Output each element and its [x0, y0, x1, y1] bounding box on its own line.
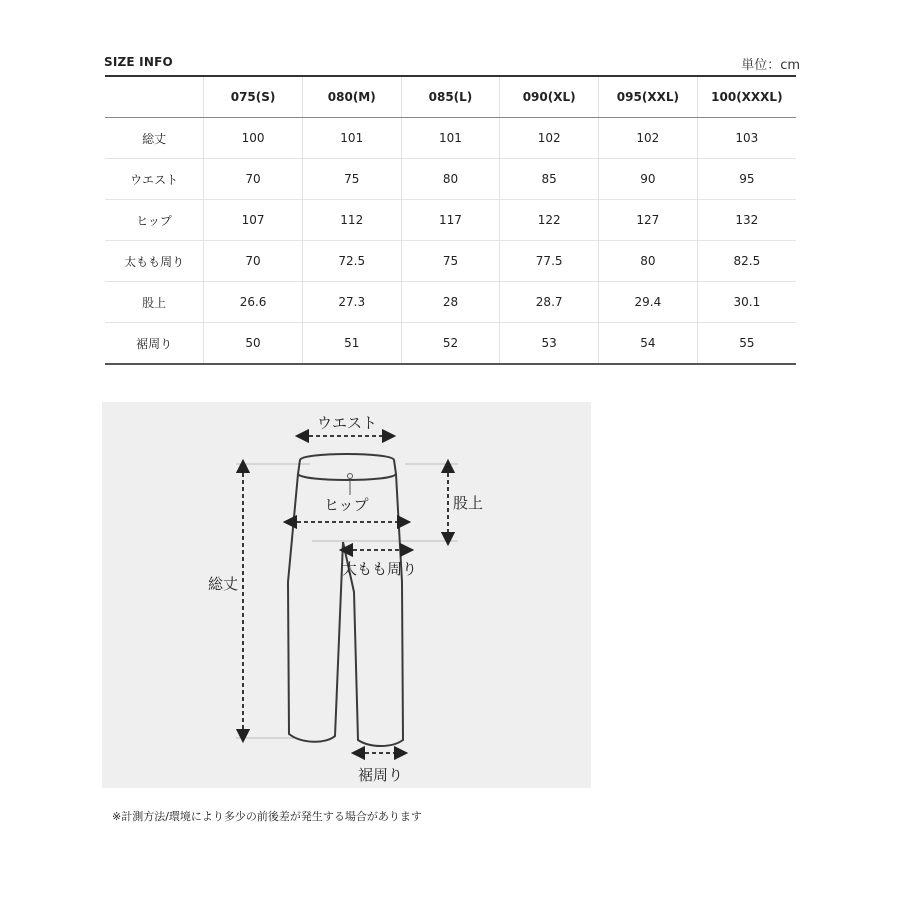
- table-cell: 29.4: [599, 282, 698, 323]
- row-label: 股上: [105, 282, 204, 323]
- rise-label: 股上: [453, 494, 484, 512]
- button-icon: [348, 474, 353, 479]
- table-cell: 51: [302, 323, 401, 365]
- table-cell: 28.7: [500, 282, 599, 323]
- table-cell: 75: [401, 241, 500, 282]
- table-row: [105, 159, 796, 200]
- footnote: ※計測方法/環境により多少の前後差が発生する場合があります: [112, 810, 422, 823]
- table-cell: 28: [401, 282, 500, 323]
- table-cell: 107: [204, 200, 303, 241]
- hip-label: ヒップ: [324, 496, 369, 514]
- table-cell: 50: [204, 323, 303, 365]
- column-header: 100(XXXL): [697, 76, 796, 118]
- table-cell: 26.6: [204, 282, 303, 323]
- row-label: 裾周り: [105, 323, 204, 365]
- table-cell: 112: [302, 200, 401, 241]
- table-cell: 54: [599, 323, 698, 365]
- table-cell: 100: [204, 118, 303, 159]
- table-row: [105, 241, 796, 282]
- dimension-arrows: [243, 436, 448, 753]
- table-cell: 95: [697, 159, 796, 200]
- column-header: 090(XL): [500, 76, 599, 118]
- table-cell: 70: [204, 159, 303, 200]
- table-cell: 27.3: [302, 282, 401, 323]
- table-cell: 82.5: [697, 241, 796, 282]
- row-label: ウエスト: [105, 159, 204, 200]
- table-header-row: [105, 76, 796, 118]
- table-cell: 102: [599, 118, 698, 159]
- column-header: [105, 76, 204, 118]
- unit-label: 単位：cm: [741, 58, 800, 73]
- length-label: 総丈: [208, 575, 239, 593]
- table-cell: 53: [500, 323, 599, 365]
- table-cell: 70: [204, 241, 303, 282]
- table-cell: 75: [302, 159, 401, 200]
- table-row: [105, 282, 796, 323]
- table-row: [105, 323, 796, 365]
- column-header: 085(L): [401, 76, 500, 118]
- table-cell: 117: [401, 200, 500, 241]
- table-row: [105, 118, 796, 159]
- thigh-label: 太もも周り: [342, 560, 418, 578]
- table-cell: 85: [500, 159, 599, 200]
- column-header: 095(XXL): [599, 76, 698, 118]
- hem-label: 裾周り: [358, 766, 404, 784]
- row-label: ヒップ: [105, 200, 204, 241]
- row-label: 太もも周り: [105, 241, 204, 282]
- table-cell: 127: [599, 200, 698, 241]
- table-cell: 80: [599, 241, 698, 282]
- table-cell: 30.1: [697, 282, 796, 323]
- table-cell: 102: [500, 118, 599, 159]
- table-cell: 52: [401, 323, 500, 365]
- measurement-diagram: [102, 402, 591, 788]
- table-cell: 80: [401, 159, 500, 200]
- row-label: 総丈: [142, 131, 167, 146]
- size-table: [105, 75, 796, 365]
- table-row: [105, 200, 796, 241]
- waist-label: ウエスト: [317, 414, 378, 432]
- table-cell: 122: [500, 200, 599, 241]
- pants-illustration: [102, 402, 591, 788]
- size-info-title: SIZE INFO: [104, 55, 173, 69]
- table-cell: 132: [697, 200, 796, 241]
- table-cell: 77.5: [500, 241, 599, 282]
- table-cell: 101: [401, 118, 500, 159]
- table-cell: 55: [697, 323, 796, 365]
- column-header: 075(S): [204, 76, 303, 118]
- table-cell: 103: [697, 118, 796, 159]
- table-cell: 72.5: [302, 241, 401, 282]
- column-header: 080(M): [302, 76, 401, 118]
- table-cell: 101: [302, 118, 401, 159]
- table-cell: 90: [599, 159, 698, 200]
